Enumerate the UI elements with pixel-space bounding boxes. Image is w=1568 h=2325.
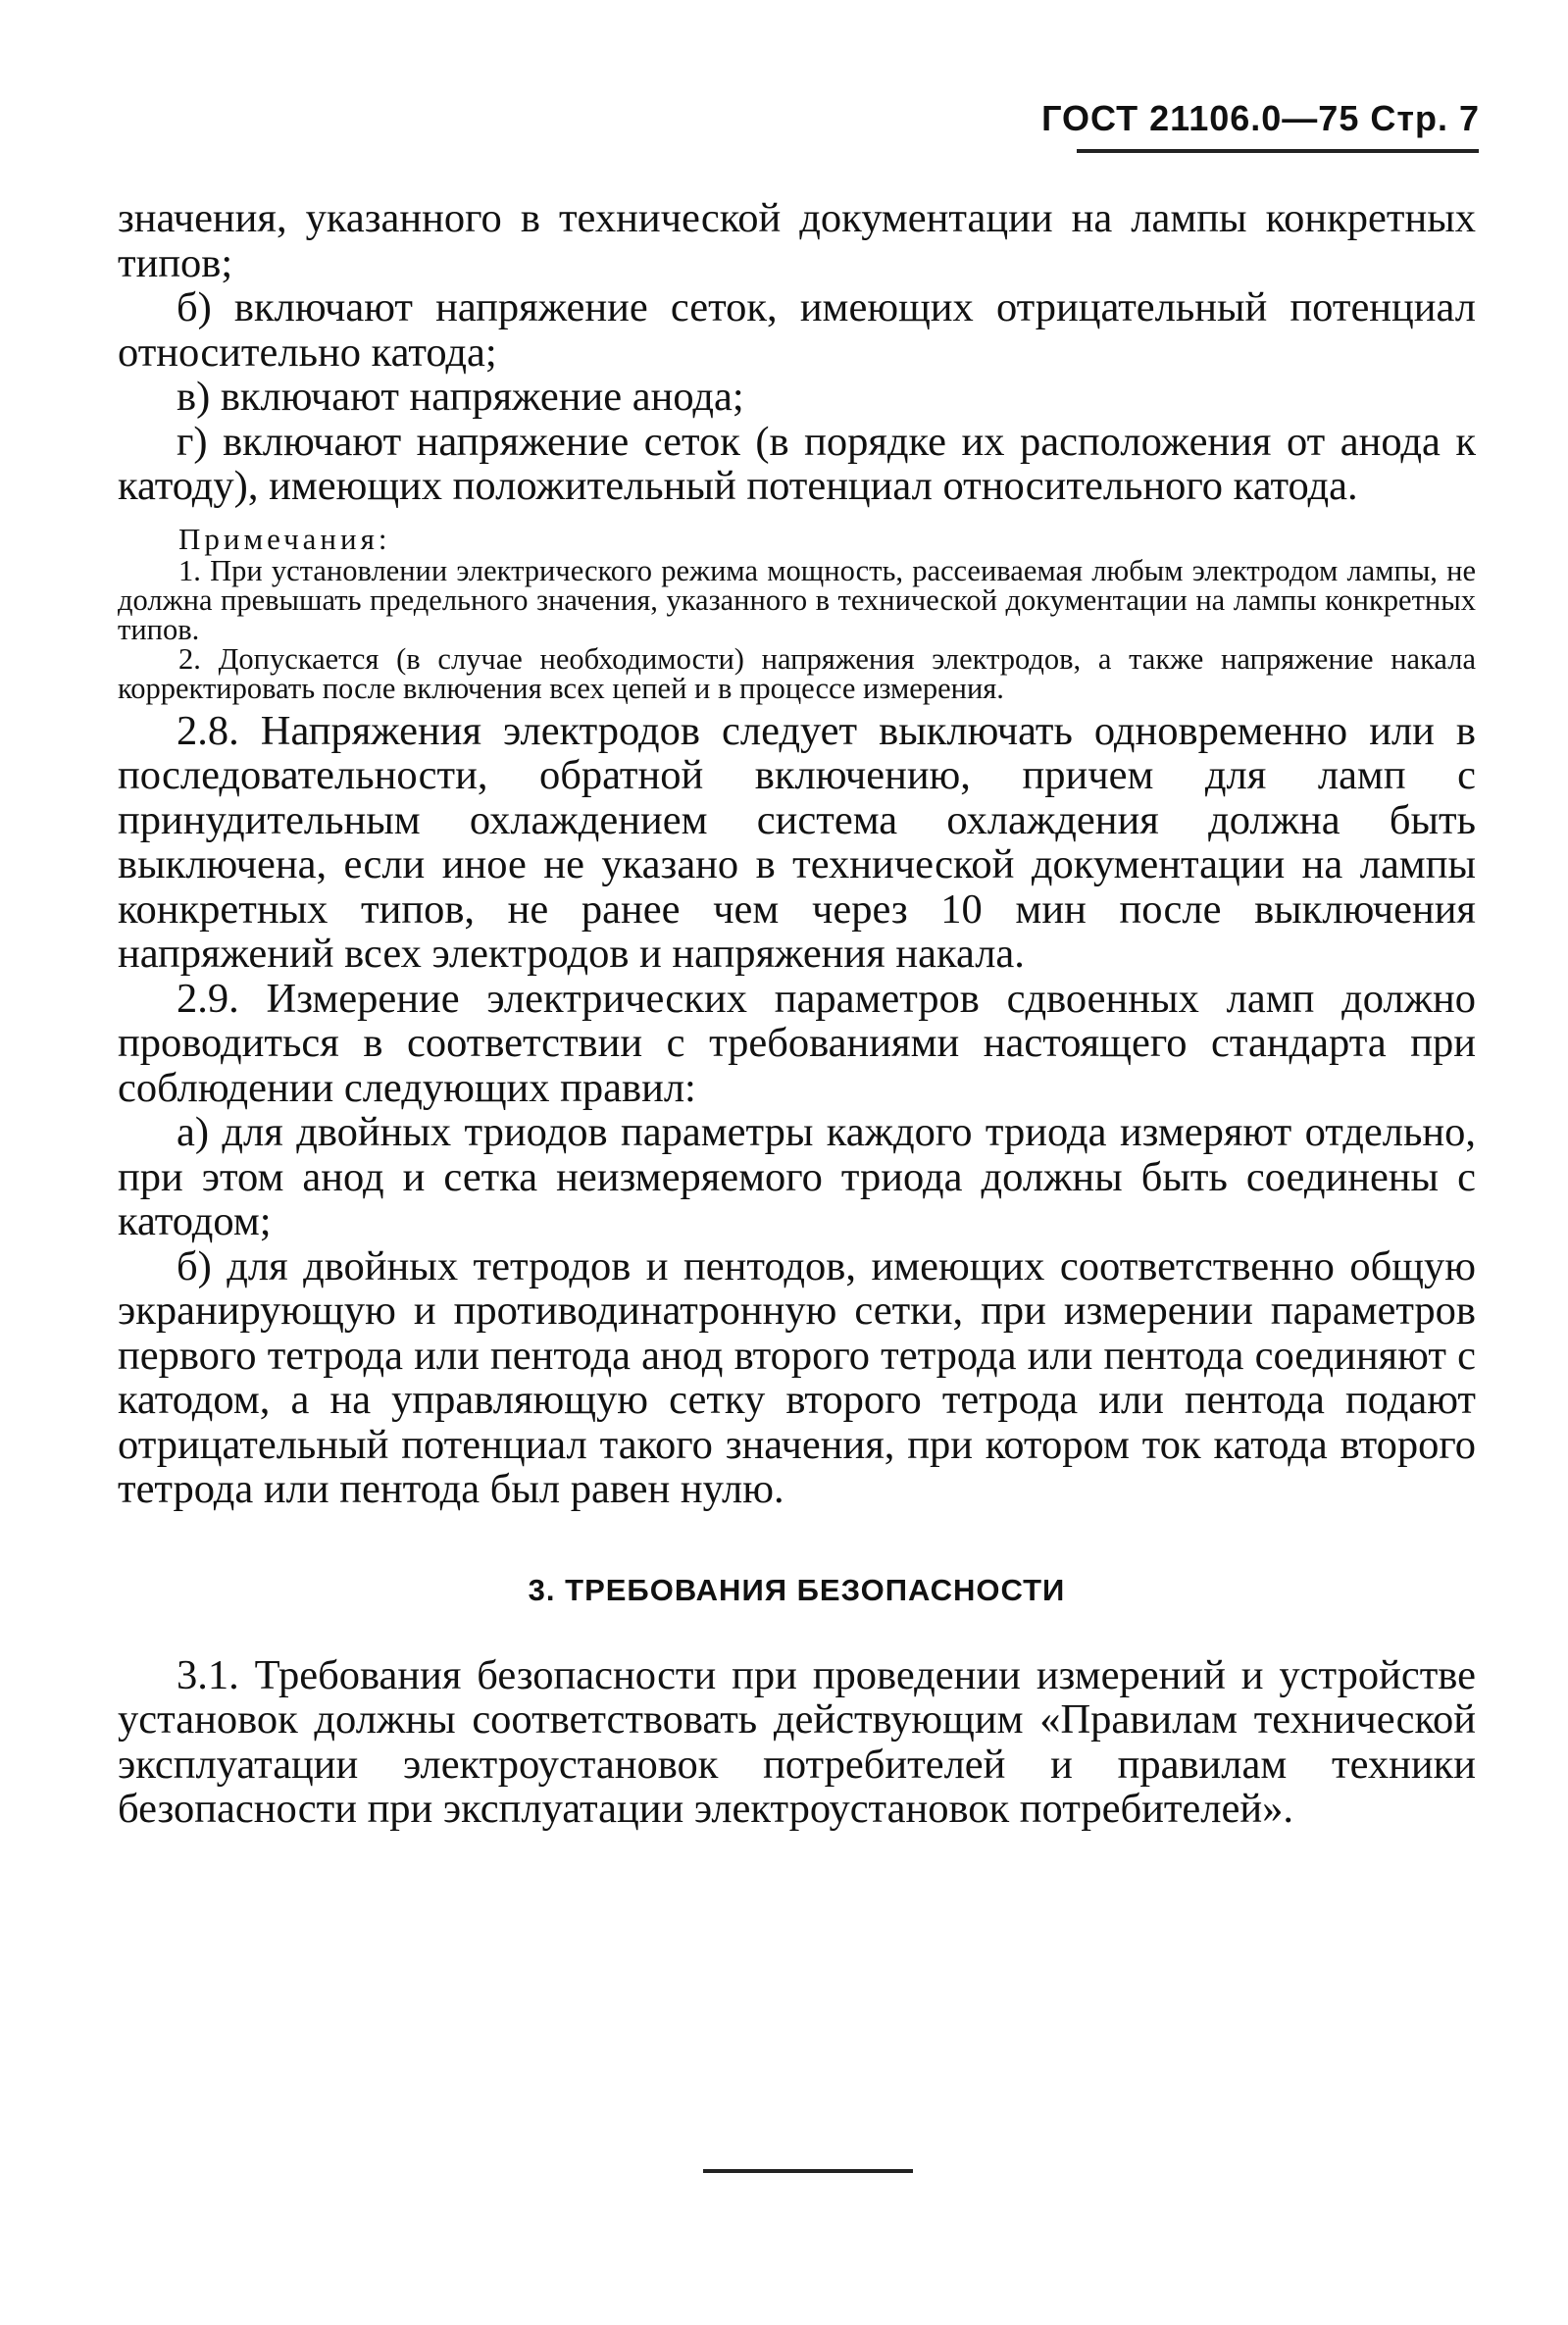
list-item-g: г) включают напряжение сеток (в порядке их расположения от анода к катоду), имеющих положительный потенциал относительного катода. bbox=[118, 418, 1476, 509]
clause-2-9: 2.9. Измерение электрических параметров сдвоенных ламп должно проводиться в соответствии с требованиями настоящего стандарта при соблюдении следующих правил: bbox=[118, 975, 1476, 1111]
list-item-v: в) включают напряжение анода; bbox=[177, 374, 744, 420]
page-content bbox=[118, 196, 1476, 1832]
note-1: 1. При установлении электрического режима мощность, рассеиваемая любым электродом лампы, не должна превышать предельного значения, указанного в технической документации на лампы конкретных типов. bbox=[118, 553, 1476, 646]
clause-2-9-a: а) для двойных триодов параметры каждого триода измеряют отдельно, при этом анод и сетка неизмеряемого триода должны быть соединены с катодом; bbox=[118, 1109, 1476, 1244]
list-item-b: б) включают напряжение сеток, имеющих отрицательный потенциал относительно катода; bbox=[118, 284, 1476, 376]
header-rule bbox=[1077, 149, 1479, 153]
note-2: 2. Допускается (в случае необходимости) напряжения электродов, а также напряжение накала корректировать после включения всех цепей и в процессе измерения. bbox=[118, 641, 1476, 705]
clause-2-9-b: б) для двойных тетродов и пентодов, имеющих соответственно общую экранирующую и противодинатронную сетки, при измерении параметров первого тетрода или пентода анод второго тетрода или пентода соединяют с катодом, а на управляющую сетку второго тетрода или пентода подают отрицательный потенциал такого значения, при котором ток катода второго тетрода или пентода был равен нулю. bbox=[118, 1242, 1476, 1512]
notes-title: Примечания: bbox=[178, 521, 391, 556]
clause-3-1: 3.1. Требования безопасности при проведении измерений и устройстве установок должны соответствовать действующим «Правилам технической эксплуатации электроустановок потребителей и правилам техники безопасности при эксплуатации электроустановок потребителей». bbox=[118, 1651, 1476, 1832]
paragraph-continuation: значения, указанного в технической документации на лампы конкретных типов; bbox=[118, 195, 1476, 286]
section-title: 3. ТРЕБОВАНИЯ БЕЗОПАСНОСТИ bbox=[528, 1572, 1066, 1607]
end-rule bbox=[703, 2169, 913, 2173]
running-header: ГОСТ 21106.0—75 Стр. 7 bbox=[1041, 98, 1480, 138]
clause-2-8: 2.8. Напряжения электродов следует выключать одновременно или в последовательности, обратной включению, причем для ламп с принудительным охлаждением система охлаждения должна быть выключена, если иное не указано в технической документации на лампы конкретных типов, не ранее чем через 10 мин после выключения напряжений всех электродов и напряжения накала. bbox=[118, 707, 1476, 977]
